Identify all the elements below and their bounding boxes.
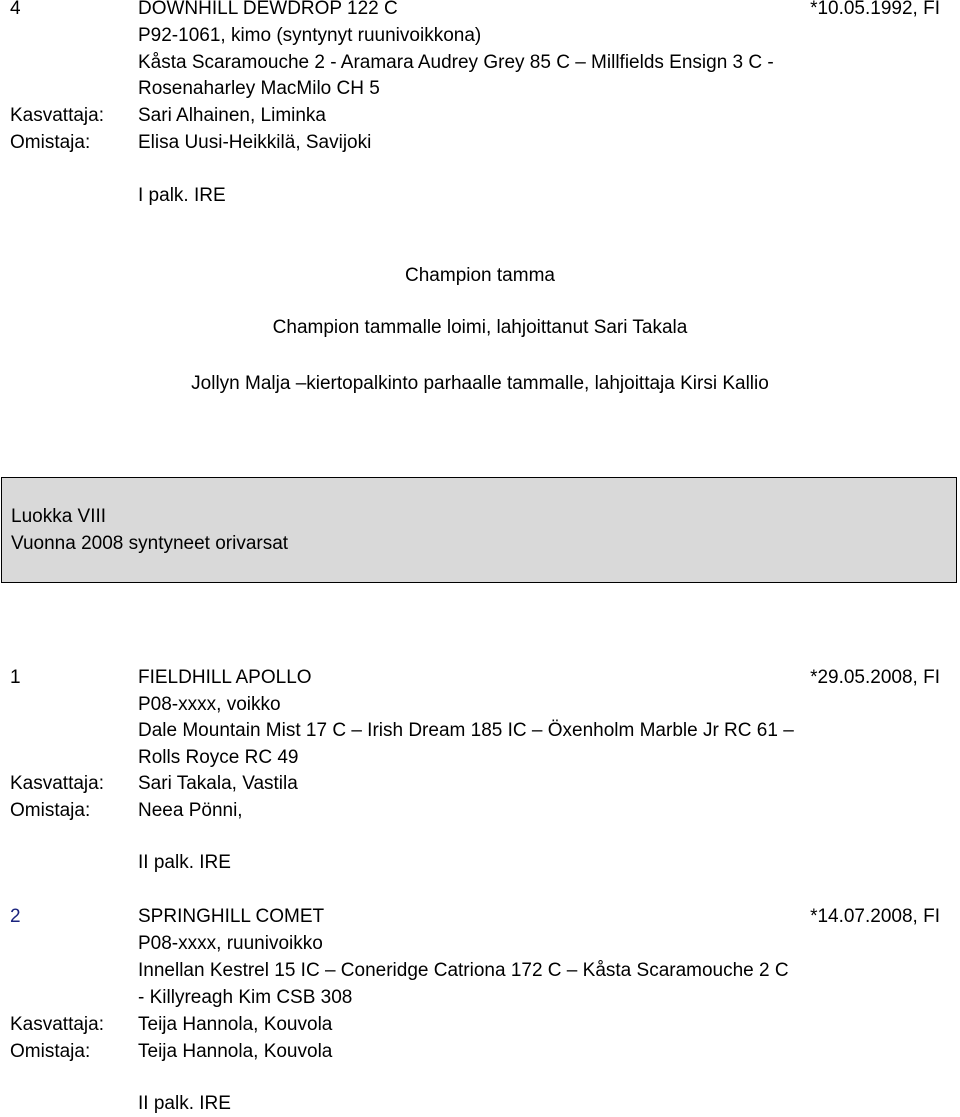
pedigree-line: Rolls Royce RC 49	[138, 747, 299, 768]
owner-value: Neea Pönni,	[138, 800, 243, 821]
class-subtitle: Vuonna 2008 syntyneet orivarsat	[11, 533, 289, 554]
pedigree-line: Innellan Kestrel 15 IC – Coneridge Catriona 172 C – Kåsta Scaramouche 2 C	[138, 960, 789, 981]
award-line: Champion tammalle loimi, lahjoittanut Sari Takala	[272, 317, 688, 338]
breeder-value: Teija Hannola, Kouvola	[138, 1014, 333, 1035]
pedigree-line: Kåsta Scaramouche 2 - Aramara Audrey Grey 85 C – Millfields Ensign 3 C -	[138, 52, 774, 73]
owner-label: Omistaja:	[10, 800, 91, 821]
breeder-value: Sari Takala, Vastila	[138, 773, 298, 794]
pedigree-line: Rosenaharley MacMilo CH 5	[138, 78, 380, 99]
placing: II palk. IRE	[138, 852, 231, 873]
birth-date: *14.07.2008, FI	[810, 906, 940, 927]
horse-name: FIELDHILL APOLLO	[138, 667, 312, 688]
entry-number: 4	[10, 0, 21, 19]
horse-name: DOWNHILL DEWDROP 122 C	[138, 0, 398, 19]
registration: P92-1061, kimo (syntynyt ruunivoikkona)	[138, 25, 482, 46]
class-title: Luokka VIII	[11, 506, 107, 527]
class-header-box	[1, 477, 957, 583]
birth-date: *10.05.1992, FI	[810, 0, 940, 19]
pedigree-line: Dale Mountain Mist 17 C – Irish Dream 185 IC – Öxenholm Marble Jr RC 61 –	[138, 720, 794, 741]
horse-name: SPRINGHILL COMET	[138, 906, 325, 927]
entry-number: 1	[10, 667, 21, 688]
entry-number: 2	[10, 906, 21, 927]
breeder-label: Kasvattaja:	[10, 1014, 104, 1035]
placing: I palk. IRE	[138, 185, 226, 206]
breeder-value: Sari Alhainen, Liminka	[138, 105, 326, 126]
birth-date: *29.05.2008, FI	[810, 667, 940, 688]
breeder-label: Kasvattaja:	[10, 773, 104, 794]
award-line: Jollyn Malja –kiertopalkinto parhaalle tammalle, lahjoittaja Kirsi Kallio	[191, 373, 769, 394]
owner-value: Teija Hannola, Kouvola	[138, 1041, 333, 1062]
owner-value: Elisa Uusi-Heikkilä, Savijoki	[138, 132, 372, 153]
owner-label: Omistaja:	[10, 132, 91, 153]
champion-title: Champion tamma	[405, 265, 555, 286]
placing: II palk. IRE	[138, 1093, 231, 1114]
pedigree-line: - Killyreagh Kim CSB 308	[138, 987, 353, 1008]
breeder-label: Kasvattaja:	[10, 105, 104, 126]
registration: P08-xxxx, voikko	[138, 694, 281, 715]
registration: P08-xxxx, ruunivoikko	[138, 933, 323, 954]
owner-label: Omistaja:	[10, 1041, 91, 1062]
